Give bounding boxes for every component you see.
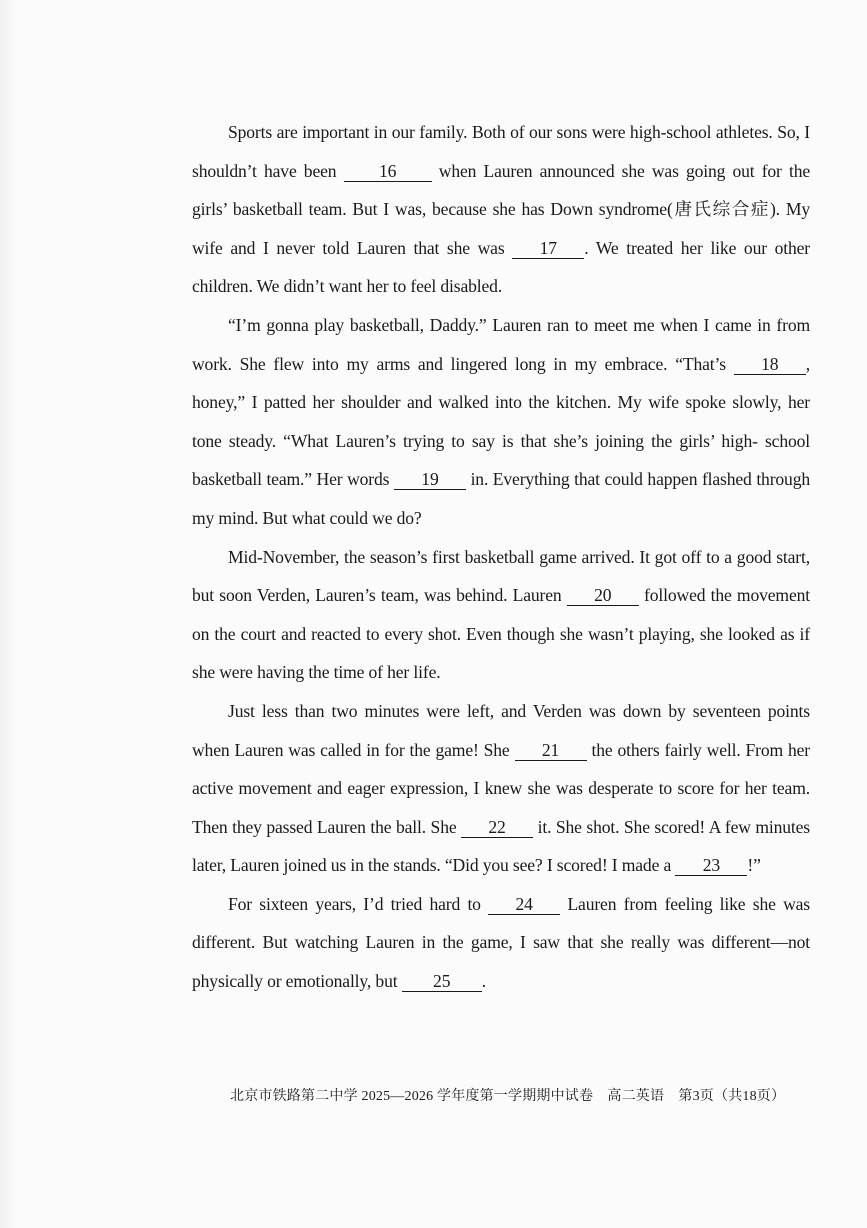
blank-number: 16 <box>378 160 397 181</box>
cloze-blank-20 <box>567 585 639 606</box>
blank-number: 17 <box>539 237 557 258</box>
passage-text: in. Everything that could happen flashed through my mind. But what could we do? <box>192 469 810 528</box>
cloze-blank-18 <box>734 354 806 375</box>
passage-text: !” <box>747 855 761 876</box>
passage-text: . We treated her like our other children. We didn’t want her to feel disabled. <box>192 237 811 297</box>
passage-text: the others fairly well. From her active movement and eager expression, I knew she was desperate to score for her team. Then they passed Lauren the ball. She <box>192 739 811 837</box>
cloze-blank-23 <box>675 855 747 876</box>
cloze-passage <box>192 113 810 1001</box>
passage-text: . <box>481 971 486 992</box>
passage-paragraph <box>192 538 810 692</box>
passage-text: it. She shot. She scored! A few minutes later, Lauren joined us in the stands. “Did you see? I scored! I made a <box>192 816 810 876</box>
passage-text: , honey,” I patted her shoulder and walked into the kitchen. My wife spoke slowly, her tone steady. “What Lauren’s trying to say is that she’s joining the girls’ high- school basketball team.” Her words <box>192 353 810 490</box>
blank-number: 23 <box>702 855 721 876</box>
passage-text: Lauren from feeling like she was different. But watching Lauren in the game, I saw that she really was different—not physically or emotionally, but <box>192 893 810 992</box>
blank-number: 24 <box>515 893 533 914</box>
passage-paragraph <box>192 692 810 885</box>
passage-paragraph <box>192 306 810 538</box>
cloze-blank-22 <box>461 817 533 838</box>
cloze-blank-24 <box>488 894 560 915</box>
passage-text: Mid-November, the season’s first basketball game arrived. It got off to a good start, but soon Verden, Lauren’s team, was behind. Lauren <box>192 546 810 606</box>
passage-text: Sports are important in our family. Both of our sons were high-school athletes. So, I shouldn’t have been <box>192 122 810 181</box>
blank-number: 25 <box>433 971 451 992</box>
blank-number: 19 <box>421 469 439 490</box>
passage-text: followed the movement on the court and reacted to every shot. Even though she wasn’t playing, she looked as if she were having the time of her life. <box>192 585 810 683</box>
passage-text: when Lauren announced she was going out for the girls’ basketball team. But I was, because she has Down syndrome(唐氏综合症). My wife and I never told Lauren that she was <box>192 160 810 258</box>
passage-paragraph <box>192 113 810 306</box>
passage-text: For sixteen years, I’d tried hard to <box>228 893 489 914</box>
cloze-blank-17 <box>512 238 584 259</box>
scan-edge-shading <box>0 0 16 1228</box>
cloze-blank-16 <box>344 161 432 182</box>
cloze-blank-21 <box>515 740 587 761</box>
page-footer: 北京市铁路第二中学 2025—2026 学年度第一学期期中试卷 高二英语 第3页（共18页） <box>230 1089 786 1104</box>
blank-number: 18 <box>761 353 779 374</box>
passage-text: “I’m gonna play basketball, Daddy.” Lauren ran to meet me when I came in from work. She flew into my arms and lingered long in my embrace. “That’s <box>192 314 810 374</box>
cloze-blank-25 <box>402 971 482 992</box>
cloze-blank-19 <box>394 469 466 490</box>
blank-number: 22 <box>488 816 506 837</box>
passage-paragraph <box>192 885 810 1001</box>
passage-text: Just less than two minutes were left, and Verden was down by seventeen points when Lauren was called in for the game! She <box>192 700 810 760</box>
blank-number: 21 <box>541 739 560 760</box>
blank-number: 20 <box>594 585 612 606</box>
